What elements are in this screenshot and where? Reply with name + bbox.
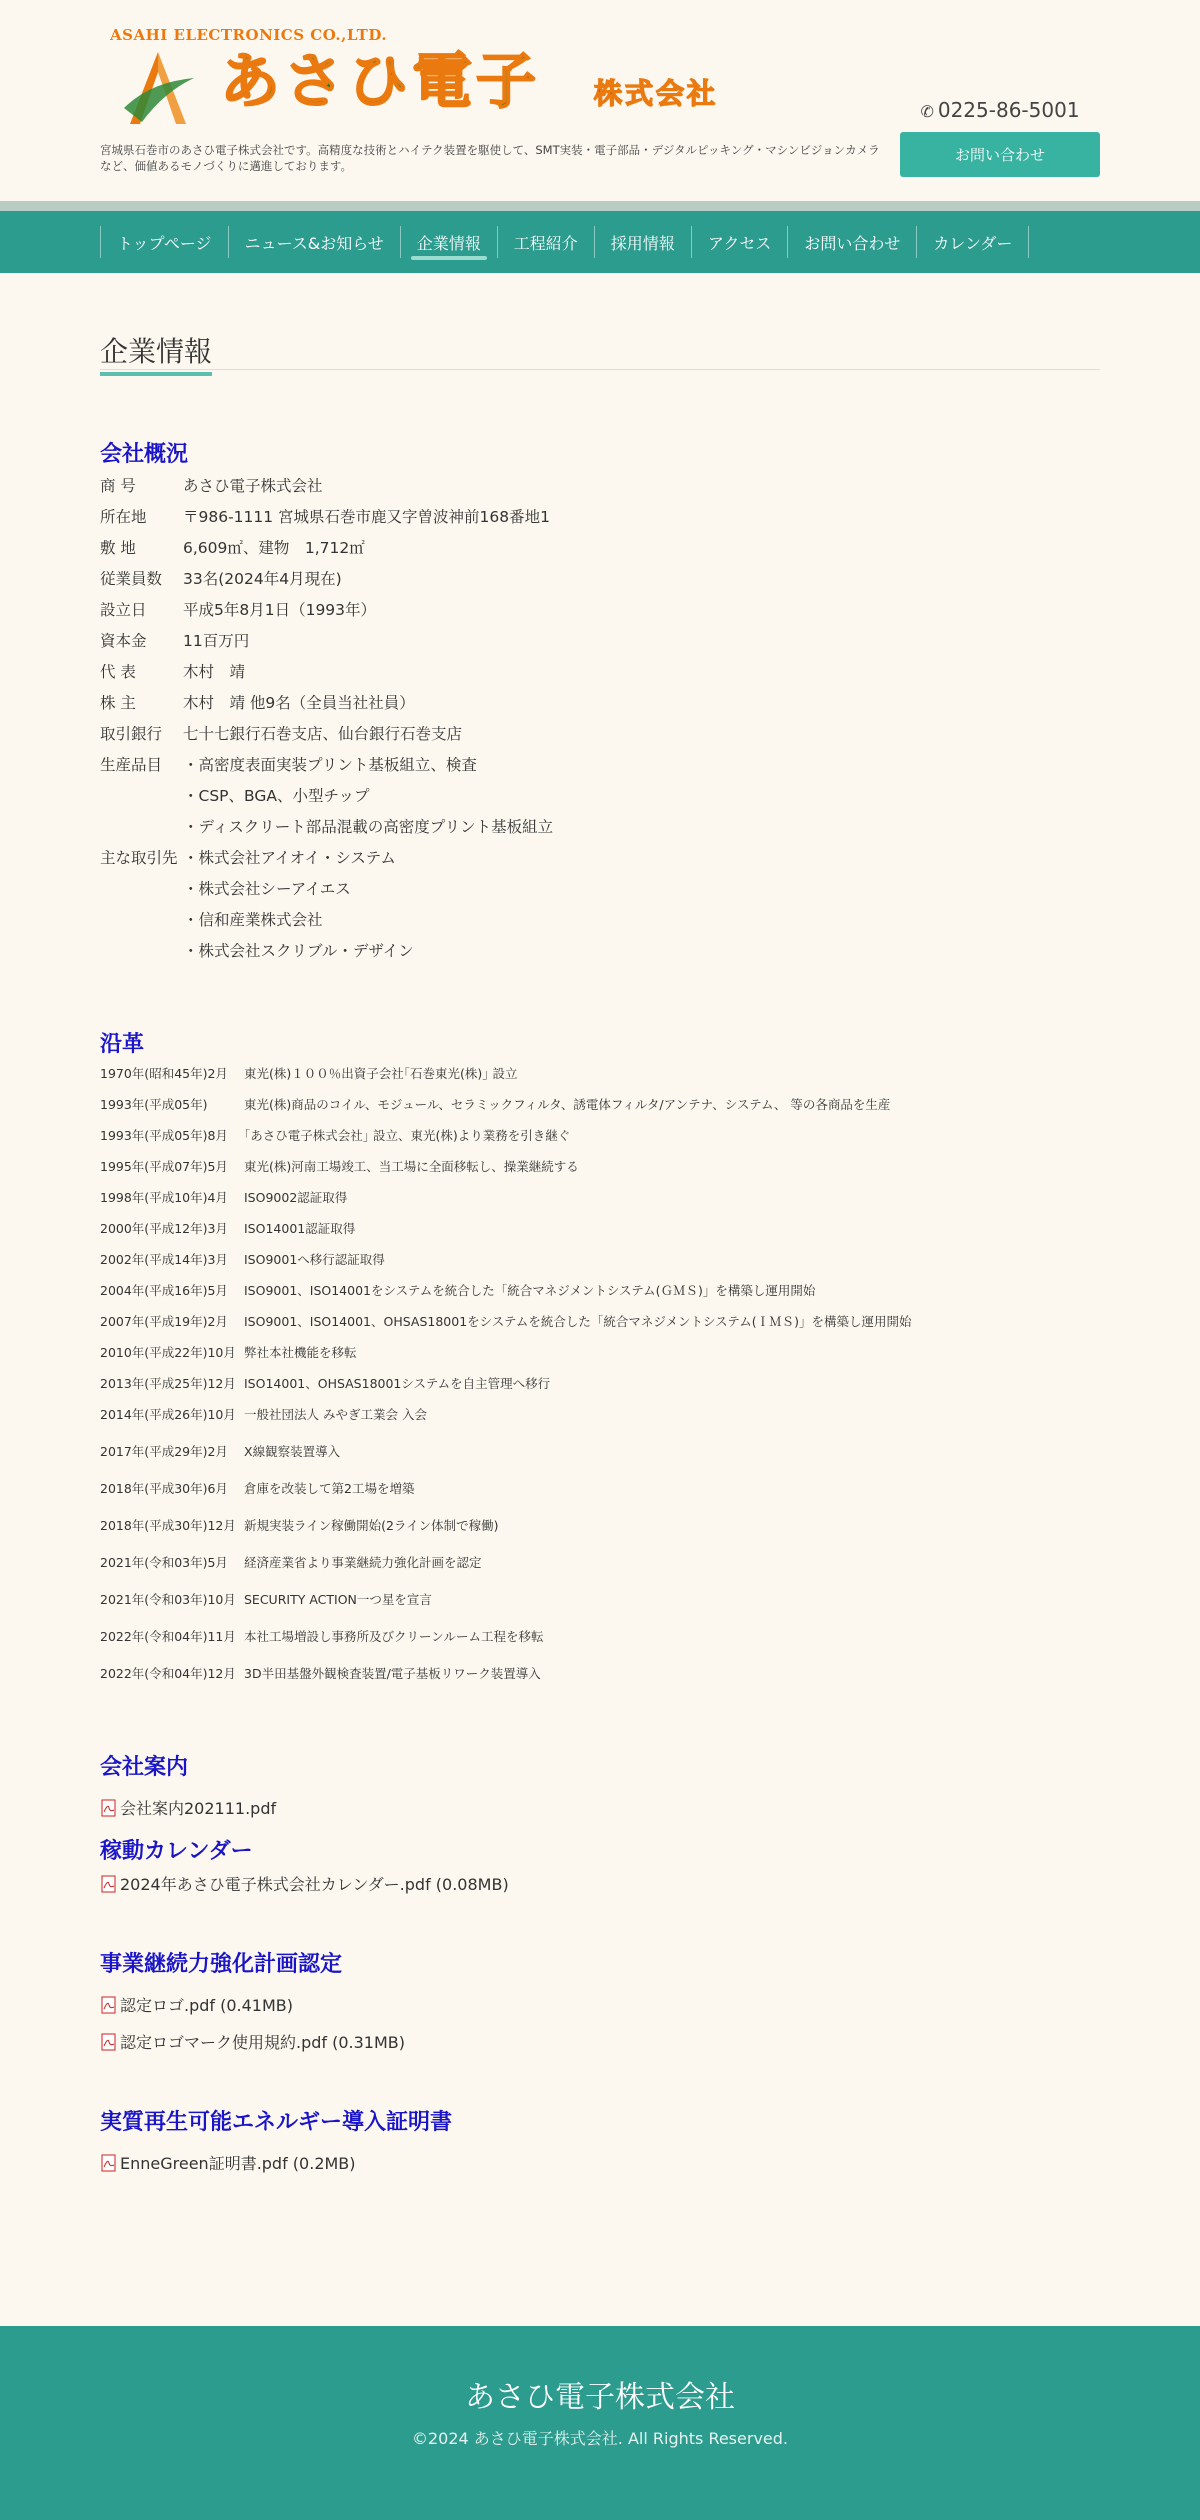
history-heading: 沿革 bbox=[100, 1032, 145, 1057]
overview-heading: 会社概況 bbox=[100, 442, 189, 467]
page-title-row bbox=[100, 330, 1100, 370]
history-row bbox=[100, 1095, 890, 1113]
history-event: ISO9002認証取得 bbox=[244, 1190, 348, 1205]
overview-value: 11百万円 bbox=[183, 631, 250, 650]
overview-row bbox=[100, 593, 900, 624]
history-date: 2022年(令和04年)12月 bbox=[100, 1666, 236, 1681]
overview-label: 主な取引先 bbox=[100, 848, 178, 867]
overview-row bbox=[100, 562, 900, 593]
overview-value: 七十七銀行石巻支店、仙台銀行石巻支店 bbox=[183, 724, 463, 743]
history-event: ISO14001、OHSAS18001システムを自主管理へ移行 bbox=[244, 1376, 551, 1391]
history-date: 2000年(平成12年)3月 bbox=[100, 1221, 228, 1236]
history-row bbox=[100, 1219, 355, 1237]
footer-company-name: あさひ電子株式会社 bbox=[465, 2380, 735, 2415]
overview-label: 取引銀行 bbox=[100, 724, 163, 743]
history-event: 本社工場増設し事務所及びクリーンルーム工程を移転 bbox=[244, 1629, 544, 1644]
history-event: SECURITY ACTION一つ星を宣言 bbox=[244, 1592, 432, 1607]
calendar-pdf-link[interactable] bbox=[100, 1872, 509, 1895]
overview-value: ・信和産業株式会社 bbox=[183, 910, 323, 929]
history-date: 2014年(平成26年)10月 bbox=[100, 1407, 236, 1422]
pdf-icon bbox=[100, 2154, 118, 2172]
overview-row bbox=[100, 841, 900, 872]
logo-english-name: ASAHI ELECTRONICS CO.,LTD. bbox=[110, 26, 388, 44]
overview-value: あさひ電子株式会社 bbox=[183, 476, 323, 495]
pdf-icon bbox=[100, 2033, 118, 2051]
overview-row bbox=[100, 655, 900, 686]
site-tagline: 宮城県石巻市のあさひ電子株式会社です。高精度な技術とハイテク装置を駆使して、SMT実装・電子部品・デジタルピッキング・マシンビジョンカメラなど、価値あるモノづくりに邁進しております。 bbox=[100, 143, 880, 173]
nav-item[interactable]: ニュース&お知らせ bbox=[228, 226, 400, 258]
calendar-file-name: 2024年あさひ電子株式会社カレンダー.pdf (0.08MB) bbox=[120, 1875, 509, 1894]
overview-value: 木村 靖 他9名（全員当社社員） bbox=[183, 693, 415, 712]
renewable-pdf-link[interactable] bbox=[100, 2151, 356, 2174]
pdf-icon bbox=[100, 1799, 118, 1817]
nav-top-stripe bbox=[0, 201, 1200, 211]
overview-row bbox=[100, 903, 900, 934]
nav-item[interactable]: 採用情報 bbox=[594, 226, 691, 258]
overview-row bbox=[100, 531, 900, 562]
overview-row bbox=[100, 872, 900, 903]
nav-item[interactable]: アクセス bbox=[691, 226, 788, 258]
overview-value: 〒986-1111 宮城県石巻市鹿又字曽波神前168番地1 bbox=[183, 507, 550, 526]
history-date: 2018年(平成30年)12月 bbox=[100, 1518, 236, 1533]
history-event: 倉庫を改装して第2工場を増築 bbox=[244, 1481, 415, 1496]
overview-value: ・株式会社アイオイ・システム bbox=[183, 848, 396, 867]
overview-label: 所在地 bbox=[100, 507, 147, 526]
overview-row bbox=[100, 779, 900, 810]
nav-bar bbox=[0, 211, 1200, 273]
history-date: 1970年(昭和45年)2月 bbox=[100, 1066, 228, 1081]
history-row bbox=[100, 1126, 570, 1144]
history-event: ｢あさひ電子株式会社｣ 設立、東光(株)より業務を引き継ぐ bbox=[244, 1128, 571, 1143]
history-date: 2017年(平成29年)2月 bbox=[100, 1444, 228, 1459]
history-date: 1993年(平成05年)8月 bbox=[100, 1128, 228, 1143]
overview-label: 生産品目 bbox=[100, 755, 163, 774]
history-row bbox=[100, 1627, 543, 1645]
history-row bbox=[100, 1405, 427, 1423]
contact-button[interactable]: お問い合わせ bbox=[900, 132, 1100, 177]
overview-value: ・高密度表面実装プリント基板組立、検査 bbox=[183, 755, 477, 774]
overview-label: 株 主 bbox=[100, 693, 136, 712]
history-event: ISO9001、ISO14001をシステムを統合した「統合マネジメントシステム(ＧＭＳ)」を構築し運用開始 bbox=[244, 1283, 816, 1298]
bcp-heading: 事業継続力強化計画認定 bbox=[100, 1952, 343, 1977]
overview-row bbox=[100, 469, 900, 500]
brochure-heading: 会社案内 bbox=[100, 1755, 189, 1780]
overview-value: 木村 靖 bbox=[183, 662, 246, 681]
history-row bbox=[100, 1064, 517, 1082]
overview-value: ・株式会社スクリブル・デザイン bbox=[183, 941, 414, 960]
bcp-logo-pdf-link[interactable] bbox=[100, 1993, 293, 2016]
overview-label: 商 号 bbox=[100, 476, 136, 495]
history-row bbox=[100, 1157, 579, 1175]
footer-copyright: ©2024 あさひ電子株式会社. All Rights Reserved. bbox=[411, 2429, 788, 2448]
company-logo[interactable] bbox=[108, 22, 748, 126]
logo-mark-icon bbox=[120, 48, 196, 128]
history-event: 3D半田基盤外観検査装置/電子基板リワーク装置導入 bbox=[244, 1666, 541, 1681]
history-event: ISO9001、ISO14001、OHSAS18001をシステムを統合した「統合マネジメントシステム(ＩＭＳ)」を構築し運用開始 bbox=[244, 1314, 912, 1329]
nav-item[interactable]: 企業情報 bbox=[400, 226, 497, 258]
overview-value: 33名(2024年4月現在) bbox=[183, 569, 342, 588]
site-footer bbox=[0, 2326, 1200, 2520]
overview-row bbox=[100, 624, 900, 655]
history-event: 弊社本社機能を移転 bbox=[244, 1345, 357, 1360]
history-date: 1993年(平成05年) bbox=[100, 1097, 208, 1112]
overview-label: 敷 地 bbox=[100, 538, 136, 557]
history-row bbox=[100, 1553, 482, 1571]
overview-label: 資本金 bbox=[100, 631, 147, 650]
site-header bbox=[0, 0, 1200, 200]
logo-japanese-name: あさひ電子 bbox=[220, 47, 540, 117]
brochure-pdf-link[interactable] bbox=[100, 1796, 276, 1819]
renewable-heading: 実質再生可能エネルギー導入証明書 bbox=[100, 2110, 453, 2135]
bcp-logo-file-name: 認定ロゴ.pdf (0.41MB) bbox=[120, 1996, 294, 2015]
logo-company-suffix: 株式会社 bbox=[594, 77, 719, 110]
overview-label: 従業員数 bbox=[100, 569, 163, 588]
overview-value: ・CSP、BGA、小型チップ bbox=[183, 786, 370, 805]
overview-row bbox=[100, 500, 900, 531]
calendar-heading: 稼動カレンダー bbox=[100, 1839, 253, 1864]
renewable-file-name: EnneGreen証明書.pdf (0.2MB) bbox=[120, 2154, 356, 2173]
history-row bbox=[100, 1516, 498, 1534]
history-event: 経済産業省より事業継続力強化計画を認定 bbox=[244, 1555, 482, 1570]
overview-label: 設立日 bbox=[100, 600, 147, 619]
history-date: 2021年(令和03年)10月 bbox=[100, 1592, 236, 1607]
pdf-icon bbox=[100, 1875, 118, 1893]
overview-row bbox=[100, 934, 900, 965]
company-overview-table bbox=[100, 469, 900, 965]
history-date: 2010年(平成22年)10月 bbox=[100, 1345, 236, 1360]
overview-value: 平成5年8月1日（1993年） bbox=[183, 600, 377, 619]
nav-item[interactable]: 工程紹介 bbox=[497, 226, 594, 258]
overview-value: ・株式会社シーアイエス bbox=[183, 879, 351, 898]
nav-item[interactable]: お問い合わせ bbox=[787, 226, 916, 258]
history-event: ISO14001認証取得 bbox=[244, 1221, 356, 1236]
phone-icon: ✆ bbox=[920, 102, 934, 121]
history-row bbox=[100, 1250, 385, 1268]
overview-row bbox=[100, 686, 900, 717]
history-date: 2018年(平成30年)6月 bbox=[100, 1481, 228, 1496]
overview-label: 代 表 bbox=[100, 662, 136, 681]
overview-value: 6,609㎡、建物 1,712㎡ bbox=[183, 538, 365, 557]
history-row bbox=[100, 1374, 550, 1392]
history-date: 1995年(平成07年)5月 bbox=[100, 1159, 228, 1174]
bcp-terms-file-name: 認定ロゴマーク使用規約.pdf (0.31MB) bbox=[120, 2033, 406, 2052]
history-row bbox=[100, 1188, 347, 1206]
history-date: 2022年(令和04年)11月 bbox=[100, 1629, 236, 1644]
history-date: 2004年(平成16年)5月 bbox=[100, 1283, 228, 1298]
brochure-file-name: 会社案内202111.pdf bbox=[120, 1799, 277, 1818]
main-navigation bbox=[0, 201, 1200, 273]
overview-row bbox=[100, 717, 900, 748]
history-event: 東光(株)河南工場竣工、当工場に全面移転し、操業継続する bbox=[244, 1159, 579, 1174]
page-title: 企業情報 bbox=[100, 330, 212, 376]
history-date: 2002年(平成14年)3月 bbox=[100, 1252, 228, 1267]
history-date: 2013年(平成25年)12月 bbox=[100, 1376, 236, 1391]
nav-item[interactable]: トップページ bbox=[100, 226, 228, 258]
history-date: 2021年(令和03年)5月 bbox=[100, 1555, 228, 1570]
history-row bbox=[100, 1343, 357, 1361]
nav-item[interactable]: カレンダー bbox=[916, 226, 1029, 258]
history-event: 一般社団法人 みやぎ工業会 入会 bbox=[244, 1407, 427, 1422]
phone-text: 0225-86-5001 bbox=[937, 98, 1080, 122]
history-row bbox=[100, 1590, 432, 1608]
history-row bbox=[100, 1442, 340, 1460]
history-event: 東光(株)１００％出資子会社｢石巻東光(株)｣ 設立 bbox=[244, 1066, 518, 1081]
history-event: ISO9001へ移行認証取得 bbox=[244, 1252, 385, 1267]
overview-row bbox=[100, 810, 900, 841]
overview-value: ・ディスクリート部品混載の高密度プリント基板組立 bbox=[183, 817, 554, 836]
history-date: 2007年(平成19年)2月 bbox=[100, 1314, 228, 1329]
history-date: 1998年(平成10年)4月 bbox=[100, 1190, 228, 1205]
overview-row bbox=[100, 748, 900, 779]
bcp-terms-pdf-link[interactable] bbox=[100, 2030, 405, 2053]
history-row bbox=[100, 1312, 912, 1330]
nav-list bbox=[100, 211, 1029, 273]
pdf-icon bbox=[100, 1996, 118, 2014]
phone-number[interactable] bbox=[900, 98, 1100, 122]
history-event: 新規実装ライン稼働開始(2ライン体制で稼働) bbox=[244, 1518, 499, 1533]
history-event: 東光(株)商品のコイル、モジュール、セラミックフィルタ、誘電体フィルタ/アンテナ、システム、 等の各商品を生産 bbox=[244, 1097, 891, 1112]
history-row bbox=[100, 1281, 815, 1299]
history-row bbox=[100, 1664, 541, 1682]
history-event: X線観察装置導入 bbox=[244, 1444, 341, 1459]
history-row bbox=[100, 1479, 414, 1497]
